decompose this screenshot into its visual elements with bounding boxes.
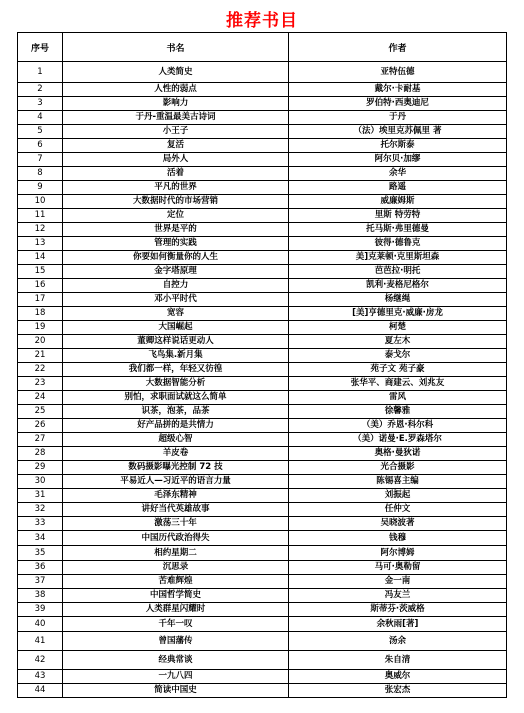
- book-number: 3: [18, 97, 63, 111]
- book-title: 金字塔原理: [63, 265, 289, 279]
- table-header-row: [18, 33, 507, 62]
- book-number: 14: [18, 251, 63, 265]
- book-author: 冯友兰: [289, 589, 507, 603]
- book-author: 钱穆: [289, 531, 507, 546]
- book-title: 讲好当代英雄故事: [63, 503, 289, 517]
- book-title: 千年一叹: [63, 617, 289, 632]
- book-author: 任仲文: [289, 503, 507, 517]
- book-title: 邓小平时代: [63, 293, 289, 307]
- table-row: [18, 181, 507, 195]
- book-number: 34: [18, 531, 63, 546]
- book-number: 22: [18, 363, 63, 377]
- table-row: [18, 363, 507, 377]
- book-author: 汤余: [289, 632, 507, 651]
- book-number: 9: [18, 181, 63, 195]
- table-row: [18, 489, 507, 503]
- table-row: [18, 83, 507, 97]
- header-author: 作者: [289, 33, 507, 62]
- book-title: 曾国藩传: [63, 632, 289, 651]
- book-number: 5: [18, 125, 63, 139]
- book-title: 自控力: [63, 279, 289, 293]
- book-number: 29: [18, 461, 63, 475]
- book-number: 38: [18, 589, 63, 603]
- book-author: 戴尔·卡耐基: [289, 83, 507, 97]
- table-row: [18, 531, 507, 546]
- book-number: 37: [18, 575, 63, 589]
- book-author: 美]克莱顿·克里斯坦森: [289, 251, 507, 265]
- book-title: 大数据时代的市场营销: [63, 195, 289, 209]
- book-title: 世界是平的: [63, 223, 289, 237]
- book-title: 一九八四: [63, 670, 289, 684]
- book-title: 好产品拼的是共情力: [63, 419, 289, 433]
- book-title: 你要如何衡量你的人生: [63, 251, 289, 265]
- book-number: 21: [18, 349, 63, 363]
- table-row: [18, 517, 507, 531]
- table-row: [18, 293, 507, 307]
- table-row: [18, 670, 507, 684]
- book-number: 40: [18, 617, 63, 632]
- table-row: [18, 223, 507, 237]
- book-author: 斯蒂芬·茨威格: [289, 603, 507, 617]
- book-author: 亚特伍德: [289, 62, 507, 83]
- book-author: 罗伯特·西奥迪尼: [289, 97, 507, 111]
- book-author: [美]亨德里克·威廉·房龙: [289, 307, 507, 321]
- book-number: 11: [18, 209, 63, 223]
- book-title: 平易近人—习近平的语言力量: [63, 475, 289, 489]
- book-author: 张宏杰: [289, 684, 507, 698]
- book-number: 7: [18, 153, 63, 167]
- book-title: 简读中国史: [63, 684, 289, 698]
- book-author: 奥威尔: [289, 670, 507, 684]
- book-title: 中国哲学简史: [63, 589, 289, 603]
- book-number: 1: [18, 62, 63, 83]
- book-author: 夏左木: [289, 335, 507, 349]
- book-number: 4: [18, 111, 63, 125]
- book-number: 6: [18, 139, 63, 153]
- book-title: 毛泽东精神: [63, 489, 289, 503]
- book-author: 苑子文 苑子豪: [289, 363, 507, 377]
- book-title: 激荡三十年: [63, 517, 289, 531]
- book-title: 人类群星闪耀时: [63, 603, 289, 617]
- table-row: [18, 167, 507, 181]
- book-author: 彼得·德鲁克: [289, 237, 507, 251]
- book-number: 8: [18, 167, 63, 181]
- book-number: 35: [18, 546, 63, 561]
- book-number: 17: [18, 293, 63, 307]
- table-row: [18, 684, 507, 698]
- book-author: 托马斯·弗里德曼: [289, 223, 507, 237]
- book-author: 余华: [289, 167, 507, 181]
- book-number: 15: [18, 265, 63, 279]
- book-title: 平凡的世界: [63, 181, 289, 195]
- book-number: 20: [18, 335, 63, 349]
- book-title: 于丹-重温最美古诗词: [63, 111, 289, 125]
- table-row: [18, 195, 507, 209]
- book-number: 2: [18, 83, 63, 97]
- book-title: 别怕，求职面试就这么简单: [63, 391, 289, 405]
- table-row: [18, 461, 507, 475]
- book-number: 33: [18, 517, 63, 531]
- book-list-table: [17, 32, 507, 698]
- book-author: 托尔斯泰: [289, 139, 507, 153]
- book-author: 朱自清: [289, 651, 507, 670]
- table-row: [18, 391, 507, 405]
- table-row: [18, 447, 507, 461]
- book-author: 奥格·曼狄诺: [289, 447, 507, 461]
- book-number: 43: [18, 670, 63, 684]
- book-author: 光合摄影: [289, 461, 507, 475]
- book-author: （美）乔恩·科尔科: [289, 419, 507, 433]
- table-row: [18, 139, 507, 153]
- book-title: 董卿这样说话更动人: [63, 335, 289, 349]
- book-number: 25: [18, 405, 63, 419]
- book-number: 10: [18, 195, 63, 209]
- table-row: [18, 265, 507, 279]
- book-title: 识茶，泡茶，品茶: [63, 405, 289, 419]
- table-row: [18, 307, 507, 321]
- table-row: [18, 433, 507, 447]
- table-row: [18, 651, 507, 670]
- header-book-title: 书名: [63, 33, 289, 62]
- book-author: 金一南: [289, 575, 507, 589]
- book-title: 管理的实践: [63, 237, 289, 251]
- table-row: [18, 335, 507, 349]
- book-number: 18: [18, 307, 63, 321]
- book-author: 阿尔博姆: [289, 546, 507, 561]
- table-row: [18, 617, 507, 632]
- table-row: [18, 111, 507, 125]
- book-author: 里斯 特劳特: [289, 209, 507, 223]
- book-number: 36: [18, 561, 63, 575]
- book-number: 32: [18, 503, 63, 517]
- table-row: [18, 97, 507, 111]
- table-row: [18, 575, 507, 589]
- book-author: 阿尔贝·加缪: [289, 153, 507, 167]
- table-row: [18, 237, 507, 251]
- table-row: [18, 153, 507, 167]
- book-title: 中国历代政治得失: [63, 531, 289, 546]
- table-row: [18, 603, 507, 617]
- book-author: 泰戈尔: [289, 349, 507, 363]
- book-author: 杨继绳: [289, 293, 507, 307]
- book-number: 41: [18, 632, 63, 651]
- table-row: [18, 377, 507, 391]
- book-number: 31: [18, 489, 63, 503]
- table-row: [18, 589, 507, 603]
- book-author: 威廉姆斯: [289, 195, 507, 209]
- book-number: 27: [18, 433, 63, 447]
- book-title: 经典常谈: [63, 651, 289, 670]
- book-number: 26: [18, 419, 63, 433]
- book-title: 大国崛起: [63, 321, 289, 335]
- table-row: [18, 561, 507, 575]
- book-number: 30: [18, 475, 63, 489]
- table-row: [18, 503, 507, 517]
- book-number: 28: [18, 447, 63, 461]
- table-row: [18, 125, 507, 139]
- book-author: 陈锡喜主编: [289, 475, 507, 489]
- table-row: [18, 251, 507, 265]
- table-row: [18, 419, 507, 433]
- table-row: [18, 349, 507, 363]
- book-author: 余秋雨[著]: [289, 617, 507, 632]
- book-title: 活着: [63, 167, 289, 181]
- book-author: 路遥: [289, 181, 507, 195]
- book-author: （法）埃里克苏佩里 著: [289, 125, 507, 139]
- table-row: [18, 475, 507, 489]
- book-title: 苦难辉煌: [63, 575, 289, 589]
- book-title: 羊皮卷: [63, 447, 289, 461]
- book-author: 徐馨雅: [289, 405, 507, 419]
- table-row: [18, 632, 507, 651]
- book-title: 人类简史: [63, 62, 289, 83]
- book-number: 42: [18, 651, 63, 670]
- book-title: 宽容: [63, 307, 289, 321]
- header-number: 序号: [18, 33, 63, 62]
- book-author: 柯楚: [289, 321, 507, 335]
- table-row: [18, 279, 507, 293]
- book-title: 人性的弱点: [63, 83, 289, 97]
- book-author: 马可·奥勒留: [289, 561, 507, 575]
- book-number: 44: [18, 684, 63, 698]
- table-row: [18, 321, 507, 335]
- book-title: 复活: [63, 139, 289, 153]
- book-author: 张华平、商建云、刘兆友: [289, 377, 507, 391]
- book-author: 凯利·麦格尼格尔: [289, 279, 507, 293]
- table-row: [18, 546, 507, 561]
- book-number: 16: [18, 279, 63, 293]
- book-author: 于丹: [289, 111, 507, 125]
- table-row: [18, 62, 507, 83]
- book-title: 超级心智: [63, 433, 289, 447]
- book-number: 12: [18, 223, 63, 237]
- book-author: （美）诺曼·E.罗森塔尔: [289, 433, 507, 447]
- book-author: 吴晓波著: [289, 517, 507, 531]
- book-title: 影响力: [63, 97, 289, 111]
- book-title: 相约星期二: [63, 546, 289, 561]
- book-title: 飞鸟集.新月集: [63, 349, 289, 363]
- book-title: 大数据智能分析: [63, 377, 289, 391]
- book-title: 局外人: [63, 153, 289, 167]
- book-author: 芭芭拉·明托: [289, 265, 507, 279]
- book-number: 24: [18, 391, 63, 405]
- book-author: 雷风: [289, 391, 507, 405]
- book-author: 刘振起: [289, 489, 507, 503]
- book-number: 39: [18, 603, 63, 617]
- table-row: [18, 209, 507, 223]
- page-title: 推荐书目: [226, 11, 298, 31]
- book-number: 23: [18, 377, 63, 391]
- book-number: 19: [18, 321, 63, 335]
- book-title: 定位: [63, 209, 289, 223]
- book-number: 13: [18, 237, 63, 251]
- book-title: 沉思录: [63, 561, 289, 575]
- book-title: 小王子: [63, 125, 289, 139]
- book-title: 数码摄影曝光控制 72 技: [63, 461, 289, 475]
- book-title: 我们都一样，年轻又彷徨: [63, 363, 289, 377]
- table-row: [18, 405, 507, 419]
